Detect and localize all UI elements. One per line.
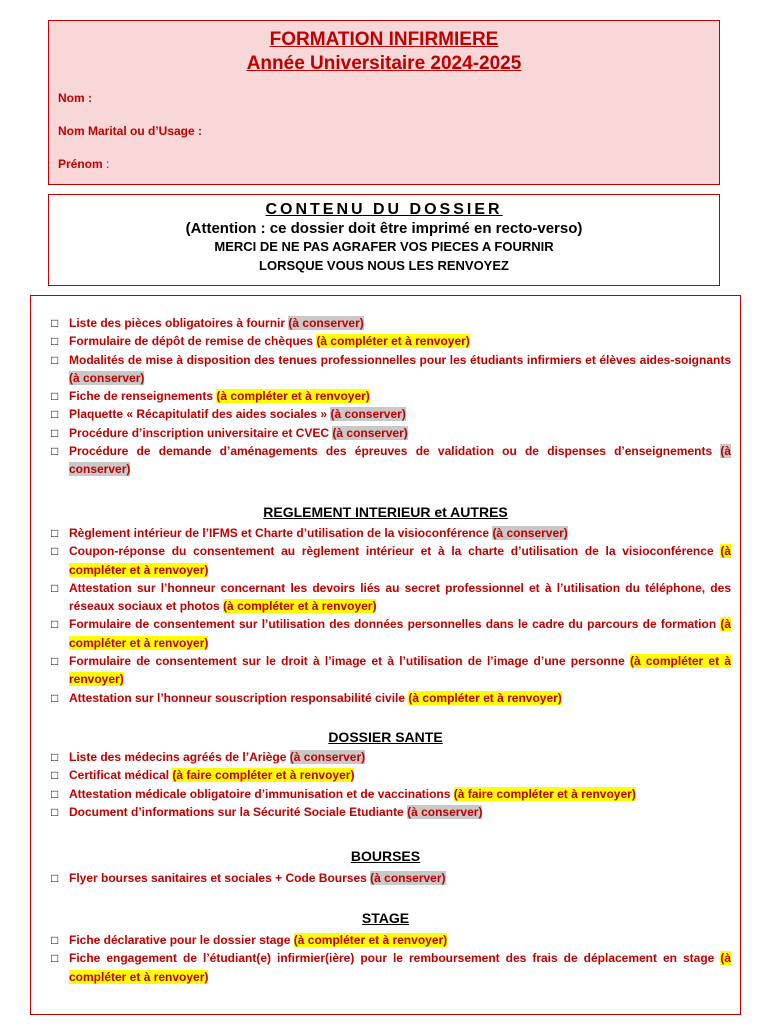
checkbox-icon[interactable]: □ [51, 654, 59, 669]
checkbox-icon[interactable]: □ [51, 389, 59, 404]
checkbox-icon[interactable]: □ [51, 352, 59, 367]
nom-field-label: Nom : [58, 91, 92, 105]
contenu-attention: (Attention : ce dossier doit être imprimé en recto-verso) [185, 220, 583, 237]
checklist-item [51, 405, 731, 423]
contenu-box [48, 194, 720, 286]
item-instruction-tag: (à compléter et à renvoyer) [69, 951, 731, 984]
bourses-item-list [51, 869, 731, 887]
checkbox-icon[interactable]: □ [51, 444, 59, 459]
item-text: Procédure de demande d’aménagements des épreuves de validation ou de dispenses d’enseignements [69, 444, 721, 459]
reglement-item-list [51, 524, 731, 707]
item-text: Certificat médical [69, 768, 173, 783]
section-title-stage: STAGE [361, 910, 410, 926]
sante-item-list [51, 748, 731, 821]
item-instruction-tag: (à faire compléter et à renvoyer) [453, 786, 636, 801]
item-text: Règlement intérieur de l’IFMS et Charte d’utilisation de la visioconférence [69, 526, 493, 540]
item-instruction-tag: (à faire compléter et à renvoyer) [172, 768, 355, 783]
prenom-field-label [58, 157, 109, 171]
contenu-title: CONTENU DU DOSSIER [265, 201, 503, 218]
prenom-label-text: Prénom [58, 157, 103, 171]
item-text: Attestation médicale obligatoire d’immunisation et de vaccinations [69, 786, 454, 801]
checkbox-icon[interactable]: □ [51, 334, 59, 349]
checkbox-icon[interactable]: □ [51, 544, 59, 559]
section-title-sante: DOSSIER SANTE [328, 729, 443, 745]
checkbox-icon[interactable]: □ [51, 690, 59, 705]
item-text: Fiche engagement de l’étudiant(e) infirmier(ière) pour le remboursement des frais de déplacement en stage [69, 951, 721, 966]
checklist-item [51, 748, 731, 766]
checkbox-icon[interactable]: □ [51, 316, 59, 330]
checklist-item [51, 579, 731, 616]
item-instruction-tag: (à conserver) [289, 750, 366, 764]
checklist-item [51, 542, 731, 579]
item-instruction-tag: (à conserver) [332, 425, 408, 440]
checklist-item [51, 524, 731, 542]
item-text: Plaquette « Récapitulatif des aides sociales » [69, 407, 331, 422]
item-text: Liste des médecins agréés de l’Ariège [69, 750, 290, 764]
item-text: Modalités de mise à disposition des tenues professionnelles pour les étudiants infirmiers et élèves aides-soignants [69, 352, 731, 367]
checklist-item [51, 869, 731, 887]
main-item-list [51, 314, 731, 479]
checkbox-icon[interactable]: □ [51, 580, 59, 595]
item-instruction-tag: (à compléter et à renvoyer) [408, 690, 562, 705]
item-text: Attestation sur l’honneur concernant les devoirs liés au secret professionnel et à l’utilisation du téléphone, des réseaux sociaux et photos [69, 580, 731, 614]
item-text: Liste des pièces obligatoires à fournir [69, 316, 289, 330]
item-text: Formulaire de consentement sur l’utilisation des données personnelles dans le cadre du parcours de formation [69, 617, 721, 632]
checklist-item [51, 615, 731, 652]
item-instruction-tag: (à compléter et à renvoyer) [316, 334, 470, 349]
stage-item-list [51, 931, 731, 986]
item-instruction-tag: (à compléter et à renvoyer) [69, 617, 731, 650]
checklist-item [51, 949, 731, 986]
checklist-box [30, 295, 741, 1015]
checklist-item [51, 332, 731, 350]
checkbox-icon[interactable]: □ [51, 786, 59, 801]
checklist-item [51, 766, 731, 784]
item-text: Document d’informations sur la Sécurité Sociale Etudiante [69, 804, 408, 819]
item-instruction-tag: (à conserver) [69, 444, 731, 477]
item-instruction-tag: (à compléter et à renvoyer) [69, 544, 731, 577]
item-text: Fiche de renseignements [69, 389, 217, 404]
item-text: Coupon-réponse du consentement au règlement intérieur et à la charte d’utilisation de la visioconférence [69, 544, 721, 559]
checklist-item [51, 424, 731, 442]
item-instruction-tag: (à conserver) [407, 804, 483, 819]
item-text: Formulaire de dépôt de remise de chèques [69, 334, 317, 349]
item-instruction-tag: (à compléter et à renvoyer) [223, 599, 377, 614]
academic-year: Année Universitaire 2024-2025 [246, 53, 522, 74]
checkbox-icon[interactable]: □ [51, 933, 59, 947]
checkbox-icon[interactable]: □ [51, 750, 59, 764]
section-title-bourses: BOURSES [350, 848, 421, 864]
checklist-item [51, 442, 731, 479]
checkbox-icon[interactable]: □ [51, 425, 59, 440]
item-text: Fiche déclarative pour le dossier stage [69, 933, 294, 947]
checklist-item [51, 689, 731, 707]
item-instruction-tag: (à compléter et à renvoyer) [216, 389, 370, 404]
checkbox-icon[interactable]: □ [51, 804, 59, 819]
item-instruction-tag: (à conserver) [370, 871, 446, 885]
checklist-item [51, 652, 731, 689]
checklist-item [51, 351, 731, 388]
nom-marital-field-label: Nom Marital ou d’Usage : [58, 124, 203, 138]
header-box [48, 20, 720, 185]
checklist-item [51, 931, 731, 949]
item-instruction-tag: (à conserver) [69, 370, 145, 385]
contenu-merci-line2: LORSQUE VOUS NOUS LES RENVOYEZ [259, 258, 509, 273]
item-instruction-tag: (à compléter et à renvoyer) [69, 654, 731, 687]
contenu-merci-line1: MERCI DE NE PAS AGRAFER VOS PIECES A FOURNIR [214, 239, 554, 254]
item-instruction-tag: (à compléter et à renvoyer) [293, 933, 448, 947]
checklist-item [51, 785, 731, 803]
checkbox-icon[interactable]: □ [51, 526, 59, 540]
item-instruction-tag: (à conserver) [492, 526, 568, 540]
checkbox-icon[interactable]: □ [51, 617, 59, 632]
item-text: Formulaire de consentement sur le droit à l’image et à l’utilisation de l’image d’une personne [69, 654, 630, 669]
section-title-reglement: REGLEMENT INTERIEUR et AUTRES [263, 504, 508, 520]
item-instruction-tag: (à conserver) [288, 316, 364, 330]
item-text: Attestation sur l’honneur souscription responsabilité civile [69, 690, 409, 705]
checklist-item [51, 803, 731, 821]
prenom-colon: : [102, 157, 110, 171]
checkbox-icon[interactable]: □ [51, 871, 59, 885]
item-instruction-tag: (à conserver) [330, 407, 406, 422]
item-text: Flyer bourses sanitaires et sociales + Code Bourses [69, 871, 371, 885]
checkbox-icon[interactable]: □ [51, 768, 59, 783]
checkbox-icon[interactable]: □ [51, 951, 59, 966]
document-title: FORMATION INFIRMIERE [269, 29, 499, 50]
checklist-item [51, 314, 731, 332]
checkbox-icon[interactable]: □ [51, 407, 59, 422]
checklist-item [51, 387, 731, 405]
item-text: Procédure d’inscription universitaire et CVEC [69, 425, 333, 440]
